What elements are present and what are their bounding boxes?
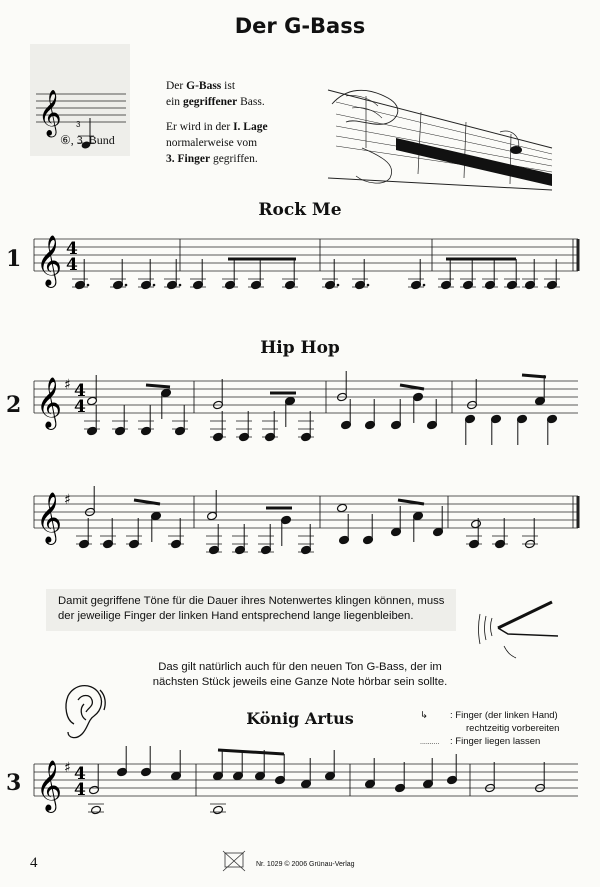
time-signature-bottom: 4 <box>74 780 86 800</box>
sharp-icon: ♯ <box>64 492 71 508</box>
treble-clef-icon: 𝄞 <box>36 377 63 428</box>
time-signature-top: 4 <box>74 764 86 784</box>
note-head <box>91 805 102 815</box>
treble-clef-icon: 𝄞 <box>38 90 62 136</box>
time-signature-top: 4 <box>74 381 86 401</box>
koenig-artus-title: König Artus <box>246 709 354 728</box>
treble-clef-icon: 𝄞 <box>36 235 63 286</box>
treble-clef-icon: 𝄞 <box>36 760 63 811</box>
legend: ↳ : Finger (der linken Hand) rechtzeitig vorbereiten .......... : Finger liegen lassen <box>420 710 560 747</box>
hold-finger-symbol: .......... <box>420 739 440 746</box>
publisher-footer: Nr. 1029 © 2006 Grünau-Verlag <box>256 861 355 868</box>
no-copy-icon <box>222 850 246 872</box>
note-head <box>337 503 348 513</box>
pencil-icon <box>478 598 578 662</box>
koenig-artus-staff <box>34 746 578 815</box>
page-title: Der G-Bass <box>234 14 366 38</box>
time-signature-bottom: 4 <box>66 255 78 275</box>
secondary-text: Das gilt natürlich auch für den neuen Ton G-Bass, der im nächsten Stück jeweils eine Ganze Note hörbar sein sollte. <box>152 661 448 688</box>
page-number: 4 <box>30 855 38 871</box>
hip-hop-title: Hip Hop <box>260 338 340 358</box>
intro-text: Der G-Bass ist ein gegriffener Bass. Er wird in der I. Lage normalerweise vom 3. Finger gegriffen. <box>166 80 268 165</box>
time-signature-top: 4 <box>66 239 78 259</box>
prepare-finger-icon: ↳ <box>420 710 428 721</box>
piece-number-2: 2 <box>6 392 22 418</box>
string-fret-label: ⑥, 3. Bund <box>60 133 115 147</box>
piece-number-1: 1 <box>6 246 22 272</box>
hip-hop-staff-2 <box>34 486 578 555</box>
note-head <box>213 805 224 815</box>
sharp-icon: ♯ <box>64 377 71 393</box>
piece-number-3: 3 <box>6 770 22 796</box>
treble-clef-icon: 𝄞 <box>36 492 63 543</box>
sharp-icon: ♯ <box>64 760 71 776</box>
hip-hop-staff-1 <box>34 371 578 445</box>
note-head <box>471 519 482 529</box>
instruction-text: Damit gegriffene Töne für die Dauer ihres Notenwertes klingen können, muss der jeweilige Finger der linken Hand entsprechend lange liegenbleiben. <box>58 595 445 622</box>
time-signature-bottom: 4 <box>74 397 86 417</box>
rock-me-staff <box>34 235 578 290</box>
rock-me-title: Rock Me <box>258 200 342 220</box>
note-finger: 3 <box>76 120 81 129</box>
